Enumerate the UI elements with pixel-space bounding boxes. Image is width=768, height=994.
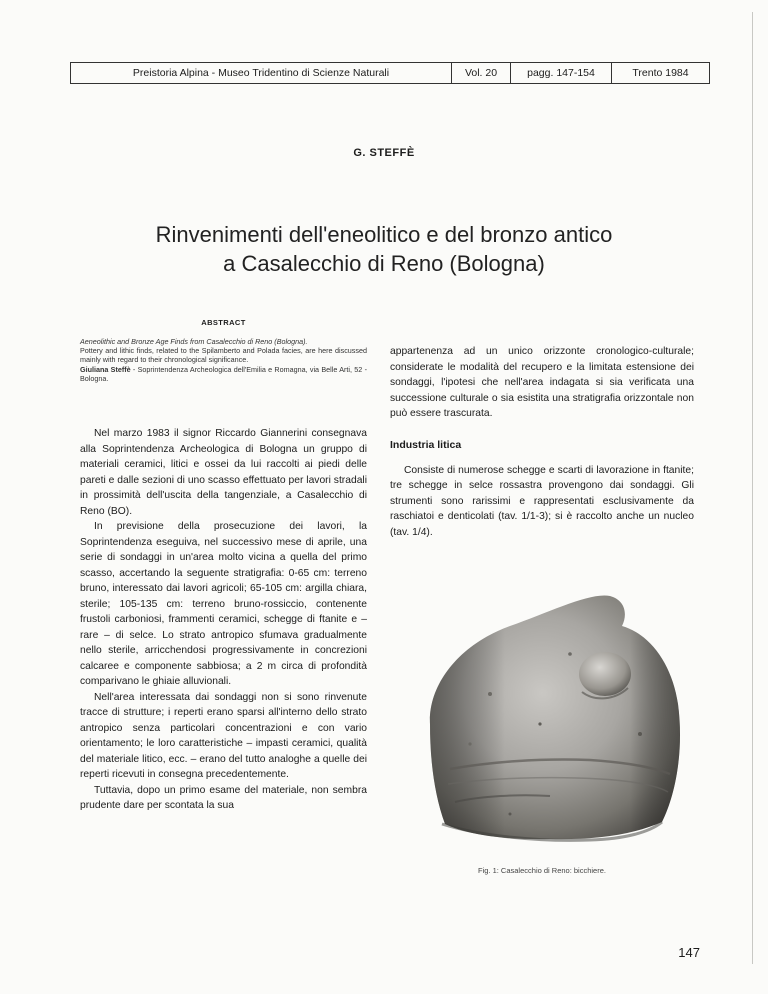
- abstract-heading: ABSTRACT: [201, 318, 246, 327]
- left-body-text: [80, 426, 367, 814]
- paragraph: Consiste di numerose schegge e scarti di lavorazione in ftanite; tre schegge in selce rossastra provengono dai sondaggi. Gli strumenti sono rarissimi e rappresentati esclusivamente da raschiatoi e denticolati (tav. 1/1-3); si è raccolto anche un nucleo (tav. 1/4).: [390, 464, 694, 538]
- journal-header: [70, 62, 710, 84]
- author-name: G. STEFFÈ: [353, 147, 415, 159]
- section-heading: Industria litica: [390, 438, 462, 451]
- abstract-text: Pottery and lithic finds, related to the Spilamberto and Polada facies, are here discussed mainly with regard to their chronological significance.: [80, 346, 367, 365]
- title-line-2: a Casalecchio di Reno (Bologna): [223, 251, 545, 276]
- abstract-affiliation: - Soprintendenza Archeologica dell'Emilia e Romagna, via Belle Arti, 52 - Bologna.: [80, 364, 367, 383]
- abstract-english-title: Aeneolithic and Bronze Age Finds from Casalecchio di Reno (Bologna).: [80, 337, 308, 346]
- journal-name: Preistoria Alpina - Museo Tridentino di Scienze Naturali: [71, 63, 452, 83]
- abstract-author: Giuliana Steffè: [80, 364, 131, 374]
- page-number: 147: [678, 945, 700, 960]
- right-column: [390, 344, 694, 540]
- left-column: [80, 318, 367, 814]
- title-line-1: Rinvenimenti dell'eneolitico e del bronzo antico: [155, 222, 613, 247]
- paragraph: Nell'area interessata dai sondaggi non si sono rinvenute tracce di strutture; i reperti erano sparsi all'interno dello strato antropico senza particolari concentrazioni e con vario orientamento; le loro caratteristiche – impasti ceramici, qualità del materiale litico, ecc. – erano del tutto analoghe a quelle dei reperti ricevuti in consegna precedentemente.: [80, 691, 367, 781]
- abstract-block: [80, 337, 367, 383]
- paragraph: appartenenza ad un unico orizzonte cronologico-culturale; considerate le modalità del recupero e la limitata estensione dei sondaggi, l'ipotesi che nell'area indagata si sia verificata una successione culturale o sia esistita una stratigrafia orizzontale non può essere trascurata.: [390, 346, 694, 419]
- place-year: Trento 1984: [632, 67, 689, 79]
- paragraph: In previsione della prosecuzione dei lavori, la Soprintendenza eseguiva, nel successivo mese di aprile, una serie di sondaggi in un'area molto vicina a quella del primo scasso, accertando la seguente stratigrafia: 0-65 cm: terreno bruno, interessato dai lavori agricoli; 65-105 cm: argilla chiara, sterile; 105-135 cm: terreno bruno-rossiccio, contenente frustoli carboniosi, frammenti ceramici, schegge di ftanite e – rare – di selce. Lo strato antropico sfumava gradualmente nello sterile, arricchendosi progressivamente in concrezioni calcaree e componente sabbiosa; a 2 m circa di profondità comparivano le ghiaie alluvionali.: [80, 521, 367, 688]
- beaker-photo: [400, 574, 696, 852]
- paragraph: Tuttavia, dopo un primo esame del materiale, non sembra prudente dare per scontata la sua: [80, 784, 367, 812]
- article-title: [0, 220, 768, 278]
- figure-caption: Fig. 1: Casalecchio di Reno: bicchiere.: [478, 866, 606, 875]
- volume-number: Vol. 20: [452, 63, 511, 83]
- page-range: pagg. 147-154: [511, 63, 612, 83]
- paragraph: Nel marzo 1983 il signor Riccardo Giannerini consegnava alla Soprintendenza Archeologica di Bologna un gruppo di materiali ceramici, litici e ossei da lui raccolti ai piedi delle pareti e dalle sezioni di uno scasso effettuato per lavori stradali in prossimità dell'uscita della tangenziale, a Casalecchio di Reno (BO).: [80, 428, 367, 517]
